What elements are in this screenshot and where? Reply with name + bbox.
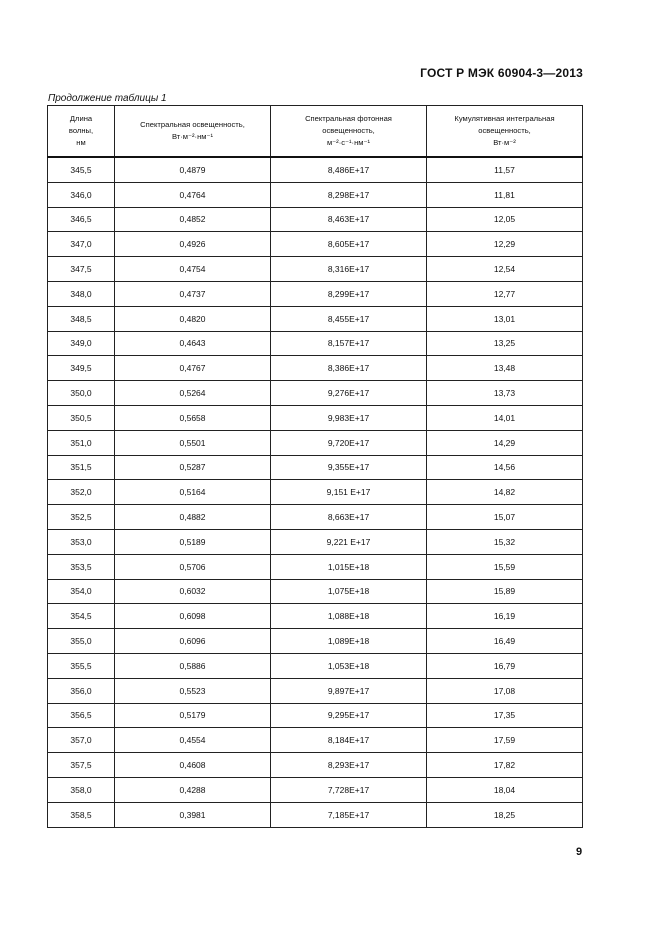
- spectral-irradiance-cell: 0,5706: [115, 554, 271, 579]
- cumulative-irradiance-cell: 16,79: [427, 653, 583, 678]
- spectral-irradiance-table: [47, 105, 583, 828]
- photon-irradiance-cell: 8,298E+17: [271, 182, 427, 207]
- table-row: [48, 232, 583, 257]
- cumulative-irradiance-cell: 18,04: [427, 777, 583, 802]
- column-header-line: освещенность,: [322, 126, 375, 135]
- column-header-3: [271, 106, 427, 158]
- spectral-irradiance-cell: 0,5886: [115, 653, 271, 678]
- table-row: [48, 579, 583, 604]
- wavelength-cell: 354,0: [48, 579, 115, 604]
- wavelength-cell: 348,5: [48, 306, 115, 331]
- column-header-line: волны,: [68, 126, 94, 135]
- table-row: [48, 356, 583, 381]
- wavelength-cell: 350,0: [48, 381, 115, 406]
- spectral-irradiance-cell: 0,6032: [115, 579, 271, 604]
- column-header-2: [115, 106, 271, 158]
- table-row: [48, 207, 583, 232]
- spectral-irradiance-cell: 0,3981: [115, 802, 271, 827]
- wavelength-cell: 346,0: [48, 182, 115, 207]
- table-row: [48, 430, 583, 455]
- wavelength-cell: 357,5: [48, 753, 115, 778]
- photon-irradiance-cell: 9,983E+17: [271, 405, 427, 430]
- wavelength-cell: 348,0: [48, 281, 115, 306]
- wavelength-cell: 347,0: [48, 232, 115, 257]
- wavelength-cell: 355,0: [48, 629, 115, 654]
- table-body: [48, 157, 583, 827]
- cumulative-irradiance-cell: 17,82: [427, 753, 583, 778]
- photon-irradiance-cell: 7,728E+17: [271, 777, 427, 802]
- cumulative-irradiance-cell: 15,59: [427, 554, 583, 579]
- column-header-line: м⁻²·с⁻¹·нм⁻¹: [326, 138, 371, 147]
- table-row: [48, 405, 583, 430]
- wavelength-cell: 356,0: [48, 678, 115, 703]
- table-row: [48, 703, 583, 728]
- column-header-4: [427, 106, 583, 158]
- photon-irradiance-cell: 8,299E+17: [271, 281, 427, 306]
- spectral-irradiance-cell: 0,4608: [115, 753, 271, 778]
- spectral-irradiance-cell: 0,5523: [115, 678, 271, 703]
- cumulative-irradiance-cell: 11,57: [427, 157, 583, 182]
- photon-irradiance-cell: 1,088E+18: [271, 604, 427, 629]
- spectral-irradiance-cell: 0,4820: [115, 306, 271, 331]
- cumulative-irradiance-cell: 12,77: [427, 281, 583, 306]
- spectral-irradiance-cell: 0,5264: [115, 381, 271, 406]
- column-header-1: [48, 106, 115, 158]
- cumulative-irradiance-cell: 16,49: [427, 629, 583, 654]
- cumulative-irradiance-cell: 12,54: [427, 257, 583, 282]
- photon-irradiance-cell: 9,355E+17: [271, 455, 427, 480]
- table-row: [48, 331, 583, 356]
- column-header-line: Кумулятивная интегральная: [454, 114, 555, 123]
- cumulative-irradiance-cell: 15,89: [427, 579, 583, 604]
- document-standard-number: ГОСТ Р МЭК 60904-3—2013: [420, 66, 583, 80]
- table-row: [48, 802, 583, 827]
- column-header-line: Вт·м⁻²·нм⁻¹: [171, 132, 214, 141]
- cumulative-irradiance-cell: 13,48: [427, 356, 583, 381]
- table-row: [48, 678, 583, 703]
- photon-irradiance-cell: 8,463E+17: [271, 207, 427, 232]
- spectral-irradiance-cell: 0,4288: [115, 777, 271, 802]
- wavelength-cell: 345,5: [48, 157, 115, 182]
- cumulative-irradiance-cell: 14,56: [427, 455, 583, 480]
- photon-irradiance-cell: 8,293E+17: [271, 753, 427, 778]
- spectral-irradiance-cell: 0,5164: [115, 480, 271, 505]
- wavelength-cell: 358,0: [48, 777, 115, 802]
- photon-irradiance-cell: 8,486E+17: [271, 157, 427, 182]
- spectral-irradiance-cell: 0,5501: [115, 430, 271, 455]
- table-row: [48, 157, 583, 182]
- wavelength-cell: 353,0: [48, 529, 115, 554]
- cumulative-irradiance-cell: 12,29: [427, 232, 583, 257]
- wavelength-cell: 352,5: [48, 505, 115, 530]
- table-row: [48, 505, 583, 530]
- photon-irradiance-cell: 8,316E+17: [271, 257, 427, 282]
- wavelength-cell: 355,5: [48, 653, 115, 678]
- spectral-irradiance-cell: 0,5179: [115, 703, 271, 728]
- column-header-line: освещенность,: [478, 126, 531, 135]
- photon-irradiance-cell: 9,720E+17: [271, 430, 427, 455]
- cumulative-irradiance-cell: 14,01: [427, 405, 583, 430]
- photon-irradiance-cell: 8,605E+17: [271, 232, 427, 257]
- wavelength-cell: 346,5: [48, 207, 115, 232]
- table-row: [48, 753, 583, 778]
- cumulative-irradiance-cell: 14,29: [427, 430, 583, 455]
- column-header-line: Спектральная фотонная: [305, 114, 392, 123]
- header-row: [48, 106, 583, 158]
- cumulative-irradiance-cell: 13,01: [427, 306, 583, 331]
- column-header-line: Вт·м⁻²: [493, 138, 516, 147]
- table-row: [48, 777, 583, 802]
- table-row: [48, 728, 583, 753]
- cumulative-irradiance-cell: 11,81: [427, 182, 583, 207]
- table-row: [48, 653, 583, 678]
- spectral-irradiance-cell: 0,4926: [115, 232, 271, 257]
- cumulative-irradiance-cell: 17,08: [427, 678, 583, 703]
- spectral-irradiance-cell: 0,5189: [115, 529, 271, 554]
- cumulative-irradiance-cell: 13,25: [427, 331, 583, 356]
- wavelength-cell: 349,5: [48, 356, 115, 381]
- photon-irradiance-cell: 1,075E+18: [271, 579, 427, 604]
- cumulative-irradiance-cell: 17,35: [427, 703, 583, 728]
- cumulative-irradiance-cell: 16,19: [427, 604, 583, 629]
- wavelength-cell: 351,0: [48, 430, 115, 455]
- table-row: [48, 604, 583, 629]
- spectral-irradiance-cell: 0,4643: [115, 331, 271, 356]
- spectral-irradiance-cell: 0,6098: [115, 604, 271, 629]
- cumulative-irradiance-cell: 17,59: [427, 728, 583, 753]
- table-row: [48, 529, 583, 554]
- wavelength-cell: 352,0: [48, 480, 115, 505]
- photon-irradiance-cell: 1,089E+18: [271, 629, 427, 654]
- column-header-line: нм: [76, 138, 86, 147]
- spectral-irradiance-cell: 0,4554: [115, 728, 271, 753]
- table-header: [48, 106, 583, 158]
- spectral-irradiance-cell: 0,4879: [115, 157, 271, 182]
- wavelength-cell: 350,5: [48, 405, 115, 430]
- spectral-irradiance-cell: 0,4882: [115, 505, 271, 530]
- column-header-line: Спектральная освещенность,: [140, 120, 245, 129]
- spectral-irradiance-cell: 0,4754: [115, 257, 271, 282]
- spectral-irradiance-cell: 0,4852: [115, 207, 271, 232]
- wavelength-cell: 358,5: [48, 802, 115, 827]
- wavelength-cell: 357,0: [48, 728, 115, 753]
- wavelength-cell: 347,5: [48, 257, 115, 282]
- photon-irradiance-cell: 9,221 E+17: [271, 529, 427, 554]
- wavelength-cell: 351,5: [48, 455, 115, 480]
- spectral-irradiance-cell: 0,5658: [115, 405, 271, 430]
- table-caption: Продолжение таблицы 1: [48, 93, 167, 104]
- table-row: [48, 381, 583, 406]
- photon-irradiance-cell: 1,053E+18: [271, 653, 427, 678]
- photon-irradiance-cell: 1,015E+18: [271, 554, 427, 579]
- wavelength-cell: 354,5: [48, 604, 115, 629]
- photon-irradiance-cell: 8,184E+17: [271, 728, 427, 753]
- photon-irradiance-cell: 9,151 E+17: [271, 480, 427, 505]
- cumulative-irradiance-cell: 18,25: [427, 802, 583, 827]
- wavelength-cell: 356,5: [48, 703, 115, 728]
- cumulative-irradiance-cell: 13,73: [427, 381, 583, 406]
- photon-irradiance-cell: 9,276E+17: [271, 381, 427, 406]
- table-row: [48, 306, 583, 331]
- spectral-irradiance-cell: 0,6096: [115, 629, 271, 654]
- table-row: [48, 257, 583, 282]
- spectral-irradiance-cell: 0,4737: [115, 281, 271, 306]
- photon-irradiance-cell: 9,897E+17: [271, 678, 427, 703]
- cumulative-irradiance-cell: 15,32: [427, 529, 583, 554]
- photon-irradiance-cell: 9,295E+17: [271, 703, 427, 728]
- photon-irradiance-cell: 7,185E+17: [271, 802, 427, 827]
- spectral-irradiance-cell: 0,5287: [115, 455, 271, 480]
- photon-irradiance-cell: 8,157E+17: [271, 331, 427, 356]
- spectral-irradiance-cell: 0,4764: [115, 182, 271, 207]
- table-row: [48, 182, 583, 207]
- column-header-line: Длина: [69, 114, 93, 123]
- page-number: 9: [576, 846, 583, 858]
- cumulative-irradiance-cell: 14,82: [427, 480, 583, 505]
- photon-irradiance-cell: 8,386E+17: [271, 356, 427, 381]
- spectral-irradiance-cell: 0,4767: [115, 356, 271, 381]
- table-row: [48, 480, 583, 505]
- wavelength-cell: 349,0: [48, 331, 115, 356]
- table-row: [48, 281, 583, 306]
- table-row: [48, 629, 583, 654]
- table-row: [48, 455, 583, 480]
- photon-irradiance-cell: 8,455E+17: [271, 306, 427, 331]
- cumulative-irradiance-cell: 12,05: [427, 207, 583, 232]
- wavelength-cell: 353,5: [48, 554, 115, 579]
- cumulative-irradiance-cell: 15,07: [427, 505, 583, 530]
- table-row: [48, 554, 583, 579]
- photon-irradiance-cell: 8,663E+17: [271, 505, 427, 530]
